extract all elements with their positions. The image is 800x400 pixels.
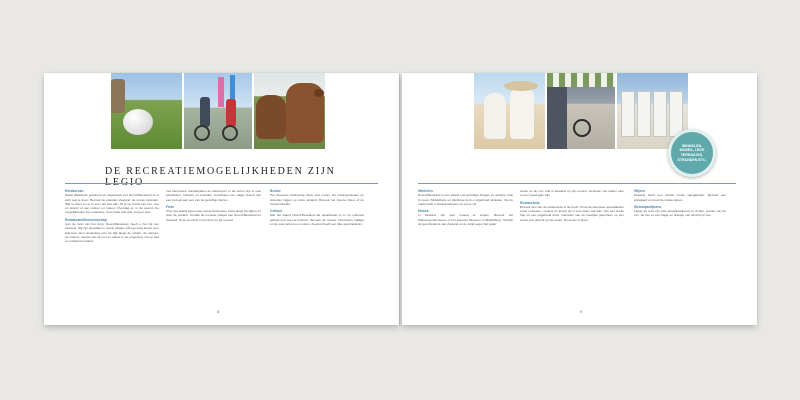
body-text: Zeeland heeft een aantal mooie wijngaarden. Bezoek een wijngaard en proef de lokale wijnen.: [634, 193, 726, 202]
page-number: 9: [580, 309, 583, 314]
golf-photo: [111, 73, 182, 149]
cow-figure: [256, 95, 286, 139]
shopping-street-photo: [547, 73, 615, 149]
text-column: [270, 189, 364, 228]
beach-hut: [653, 91, 667, 137]
striped-awning: [547, 73, 615, 87]
section-heading: Strandpaviljoens: [634, 204, 662, 209]
cycling-photo: [184, 73, 252, 149]
bike-wheel: [194, 125, 210, 141]
kite-banner: [218, 77, 224, 107]
section-heading: Wijnen: [634, 189, 646, 193]
section-heading: Musea: [418, 209, 429, 214]
page-title: DE RECREATIEMOGELIJKHEDEN ZIJN: [105, 166, 336, 177]
section-heading: Cultuur: [270, 209, 283, 214]
text-column: [418, 189, 513, 228]
body-text: Met het eiland Noord-Beveland als uitvalsbasis is er op cultureel gebied ook veel te beleven. Bezoek de musea, historische stadjes en de vele kerken en molens. Zeeland heeft een rijke geschiedenis.: [270, 213, 364, 227]
section-heading: Restaurant/Gemeenschap: [65, 217, 107, 222]
body-text: Bezoek een van de restaurants in de buurt. Proef de Zeeuwse specialiteiten zoals mosselen, oesters en kreeft. Er is voor ieder wat wils. Van een snelle hap tot een uitgebreid diner. Genieten van de heerlijke gerechten op een terras met uitzicht op het water. De keuze is groot.: [520, 204, 624, 222]
body-text: Langs de kust zijn vele strandpaviljoens te vinden. Geniet van de zon, de zee en een hapje en drankje met uitzicht op zee.: [634, 209, 726, 218]
text-column: [634, 189, 726, 220]
person-figure: [510, 87, 534, 139]
bike-wheel: [222, 125, 238, 141]
text-column: [166, 189, 261, 224]
beach-hut: [669, 91, 683, 137]
beach-hut: [637, 91, 651, 137]
section-heading: Reisbureau: [65, 189, 84, 193]
section-heading: Fiets: [166, 204, 174, 209]
page-number: 8: [217, 309, 220, 314]
text-column: [520, 189, 624, 224]
bike-wheel: [573, 119, 591, 137]
cyclist-figure: [200, 97, 210, 127]
body-text: Het Zeeuwse landschap biedt veel moois. De natuurgebieden en stranden liggen op korte afstand. Bezoek het Veerse Meer of de Oosterschelde.: [270, 193, 364, 206]
cyclist-figure: [226, 99, 236, 127]
body-text: Naast Badstede getekend en afgestuurd het Noord-Beveland is er echt wat te doen. Bezoek de eilanden Zeeland, de mooie stranden. Wat te doen en er is voor elk wat wils. Of je nu houdt van zon, zee en strand of van cultuur en natuur. Overdag en in de avond. De mogelijkheden zijn eindeloos. Voor ieder wat wils, jong en oud.: [65, 193, 159, 215]
badge-text: WINKELEN, MUSEA, LEGE TERRASJES, STRANDEN ETC.: [677, 143, 707, 162]
right-page: [402, 73, 757, 325]
title-rule: [418, 183, 736, 184]
cow-ear: [314, 89, 324, 97]
title-rule: [65, 183, 378, 184]
cows-photo: [254, 73, 325, 149]
shop-wall: [547, 87, 567, 149]
body-text: Noord-Beveland is een eiland met gezellige dorpjes en winkels. Ook in Goes, Middelburg en Zierikzee kunt u uitgebreid winkelen. Op de markt vindt u streekproducten en verse vis.: [418, 193, 513, 206]
section-heading: Bruine: [270, 189, 281, 193]
body-text: Aan de rand van het dorp, Noord-Beveland, heeft u het rijk van Zeeland. Wij zijn specialist in mooie plekjes. Met genoeg keuze voor iedereen. Een wandeling over de dijk langs de velden, de dorpjes, de molens. Geniet van de rust en natuur in de omgeving. Ga op pad en ontdek het eiland.: [65, 222, 159, 244]
body-text: terras en de zon. Dat is Zeeland op zijn mooist. Genieten van lekker eten en een goed glas wijn.: [520, 189, 624, 198]
activities-badge: [668, 129, 716, 177]
person-figure: [484, 93, 506, 139]
section-heading: Winkelen: [418, 189, 433, 193]
section-heading: Restaurants: [520, 200, 540, 205]
golf-ball: [123, 109, 153, 135]
beach-couple-photo: [474, 73, 545, 149]
body-text: In Zeeland zijn vele musea te vinden. Bezoek het Watersnoodmuseum of het Zeeuws Museum in Middelburg. Ontdek de geschiedenis van Zeeland en de strijd tegen het water.: [418, 213, 513, 227]
golfer-figure: [111, 79, 125, 113]
left-page: [44, 73, 399, 325]
body-text: Over het eiland lopen vele mooie fietsroutes. Fiets langs de dijken en door de polders. Ontdek de mooiste plekjes van Noord-Beveland en Zeeland. Huur een fiets in het dorp en ga op pad.: [166, 209, 261, 222]
body-text: met fietsroutes, wandelpaden en watersport. In de zomer zijn er veel activiteiten, markten en festivals. Combineer een dagje strand met een bezoek aan een van de gezellige dorpen.: [166, 189, 261, 202]
text-column: [65, 189, 159, 246]
beach-hut: [621, 91, 635, 137]
sun-hat: [504, 81, 538, 91]
